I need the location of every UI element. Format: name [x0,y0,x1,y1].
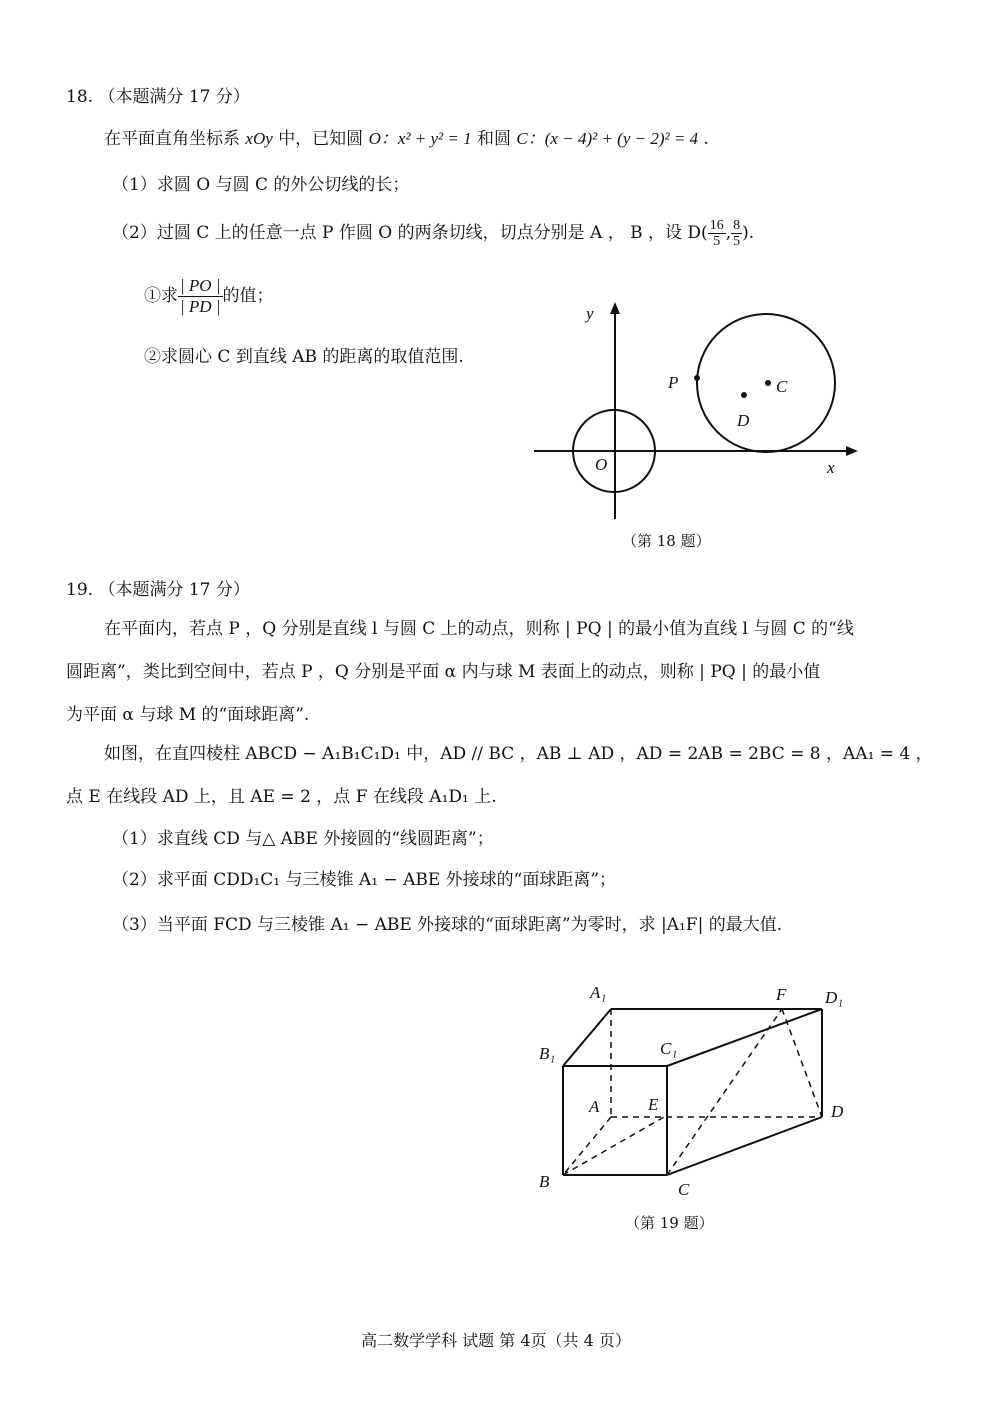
q18-figure [520,292,880,532]
q18-part1-label: （1） [112,175,157,195]
label-d: D [737,411,750,430]
label-c1: C₁ [660,1039,678,1058]
label-x: x [827,458,835,477]
q18-frac1-num: 16 [709,218,724,233]
q18-sub1-suffix: 的值； [222,286,274,306]
edge-f-d [782,1009,822,1117]
label-p: P [668,373,679,392]
q18-part1 [112,174,409,196]
q18-score: （本题满分 17 分） [98,87,250,107]
y-axis-arrow-icon [610,302,620,314]
q18-part2-end: ). [742,223,755,243]
q18-frac-16-5 [708,218,726,249]
page-footer: 高二数学学科 试题 第 4页（共 4 页） [361,1331,631,1350]
q19-number: 19. [66,580,94,600]
q18-figure-caption: （第 18 题） [622,532,711,550]
q19-line3: 为平面 α 与球 M 的“面球距离”. [66,705,310,725]
q18-part2-comma: , [725,223,732,243]
q18-intro-b: 中，已知圆 [278,129,364,149]
q19-figure-caption: （第 19 题） [625,1214,714,1232]
x-axis-arrow-icon [846,446,858,456]
label-a1: A₁ [590,983,607,1002]
label-o: O [595,455,608,474]
q18-frac2-num: 8 [733,218,741,233]
q18-frac-8-5 [731,218,742,249]
q18-part2 [112,218,754,249]
point-c [765,380,771,386]
label-b: B [539,1172,550,1191]
q18-eq-circle-o: O：x² + y² = 1 [368,129,472,148]
q18-sub1-den: | PD | [180,297,221,316]
label-a: A [589,1097,600,1116]
q19-part1: （1）求直线 CD 与△ ABE 外接圆的“线圆距离”； [112,829,494,849]
label-c: C [776,377,788,396]
label-d1: D₁ [825,988,844,1007]
q18-intro-end: . [703,129,709,149]
label-e: E [648,1095,659,1114]
q18-header [66,86,250,108]
q18-sub2 [144,346,464,368]
label-c: C [678,1180,690,1199]
edge-c-d [667,1117,822,1175]
q18-sub2-text: ②求圆心 C 到直线 AB 的距离的取值范围. [144,347,464,367]
q18-sub1-fraction [178,276,223,317]
q18-intro-c: 和圆 [477,129,512,149]
label-b1: B₁ [539,1044,556,1063]
q18-sub1-prefix: ①求 [144,286,178,306]
q19-line5: 点 E 在线段 AD 上，且 AE = 2 ，点 F 在线段 A₁D₁ 上. [66,787,497,807]
q18-intro [104,128,709,150]
label-y: y [586,304,594,323]
point-p [694,375,700,381]
q19-part3: （3）当平面 FCD 与三棱锥 A₁ − ABE 外接球的“面球距离”为零时，求 |A₁F| 的最大值. [112,915,783,935]
q19-header [66,579,250,601]
edge-c-f [667,1009,782,1175]
edge-b1-a1 [563,1009,611,1066]
q18-part2-label: （2） [112,223,157,243]
edge-c1-d1 [667,1009,822,1066]
q18-number: 18. [66,87,94,107]
q19-figure [520,970,880,1200]
q18-frac1-den: 5 [713,234,721,249]
q19-score: （本题满分 17 分） [98,580,250,600]
prism-solid-edges [563,1009,822,1175]
q18-frac2-den: 5 [733,234,741,249]
q19-line4: 如图，在直四棱柱 ABCD − A₁B₁C₁D₁ 中，AD // BC ，AB ⊥ AD ，AD = 2AB = 2BC = 8 ，AA₁ = 4 ， [104,744,933,764]
q18-eq-circle-c: C：(x − 4)² + (y − 2)² = 4 [516,129,699,148]
label-d: D [831,1102,844,1121]
edge-b-e [563,1117,664,1175]
label-f: F [776,985,787,1004]
q19-line2: 圆距离”，类比到空间中，若点 P ，Q 分别是平面 α 内与球 M 表面上的动点，则称 | PQ | 的最小值 [66,662,821,682]
q18-intro-xoy: xOy [245,129,273,148]
q18-intro-a: 在平面直角坐标系 [104,129,240,149]
q18-sub1-num: | PO | [180,276,221,295]
q19-part2: （2）求平面 CDD₁C₁ 与三棱锥 A₁ − ABE 外接球的“面球距离”； [112,870,617,890]
point-d [741,392,747,398]
q18-part1-text: 求圆 O 与圆 C 的外公切线的长； [156,175,410,195]
prism-dashed-edges [563,1009,822,1175]
edge-a-b [563,1117,611,1175]
q18-sub1 [144,276,274,317]
q18-part2-text: 过圆 C 上的任意一点 P 作圆 O 的两条切线，切点分别是 A ， B ，设 D( [156,223,708,243]
q19-line1: 在平面内，若点 P ，Q 分别是直线 l 与圆 C 上的动点，则称 | PQ | 的最小值为直线 l 与圆 C 的“线 [104,619,854,639]
